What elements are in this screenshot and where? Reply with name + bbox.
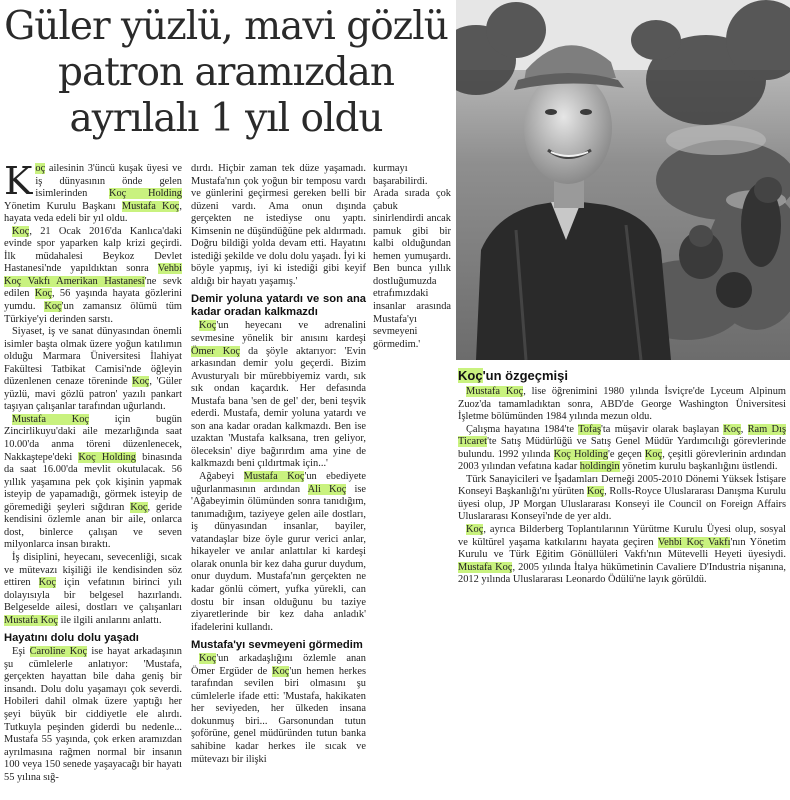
text-run: , ayrıca Bilderberg Toplantılarının Yürütme Kurulu Üyesi olup, sosyal ve kültürel yaşama katkılarını hayata geçiren (458, 524, 786, 548)
text-run: dırdı. Hiçbir zaman tek düze yaşamadı. Mustafa'nın çok yoğun bir temposu vardı ve günlerini geçirmesi gereken belli bir düzeni vardı. Ama onun dışında gerçekten ne istediyse onu yaptı. Kimsenin ne düşündüğüne pek aldırmadı. Doğru bildiği yolda devam etti. Hayatını istediği şekilde ve dolu dolu yaşadı. İyi ki böyle yapmış, iyi ki istediği gibi keyif aldığı bir hayatı yaşamış.' (191, 163, 366, 287)
text-run: Siyaset, iş ve sanat dünyasından önemli isimler başta olmak üzere yoğun katılımın olduğu Marmara Üniversitesi İlahiyat Fakültesi Tatbikat Camisi'nde öğleyin düzenlenen cenaze töreninde (4, 326, 182, 388)
highlighted-text: Koç (38, 577, 56, 589)
text-run: ise hayat arkadaşının şu cümlelerle anlatıyor: 'Mustafa, gerçekten hayattan bile daha geniş bir insandı. Dolu dolu yaşamayı çok severdi. Hobileri dahil olmak üzere yaptığı her şeyi büyük bir ciddiyetle ele alırdı. Tutkuyla peşinden giderdi bu nedenle... Mustafa 55 yaşında, çok erken aramızdan ayrılmasına rağmen normal bir insanın 100 veya 150 senede yaşayacağı bir hayatı 55 yılına sığ- (4, 646, 183, 783)
body-paragraph (4, 226, 182, 326)
highlighted-text: Mustafa Koç (458, 561, 513, 573)
highlighted-text: Koç (12, 225, 30, 237)
text-run: 'nın Yönetim Kurulu ve Türk Eğitim Gönüllüleri Vakfı'nın Mütevelli Heyeti üyesiydi. (458, 536, 786, 561)
highlighted-text: Koç Holding (78, 451, 136, 463)
highlighted-text: Tofaş (578, 423, 602, 435)
highlighted-text: Koç Holding (553, 448, 609, 460)
biography-paragraph (458, 474, 786, 524)
highlighted-text: Koç Holding (108, 188, 182, 200)
highlighted-text: Koç (644, 448, 663, 460)
text-run: Eşi (12, 646, 30, 658)
highlighted-text: holdingin (579, 461, 620, 473)
text-run: için bugün Zincirlikuyu'daki aile mezarlığında saat 10.00'da anma töreni düzenlenecek, Nakkaştepe'deki (4, 413, 182, 463)
highlighted-text: Koç (199, 320, 217, 332)
text-run: 'un arkadaşlığını özlemle anan Ömer Ergüder de (191, 653, 366, 677)
body-paragraph (191, 163, 366, 288)
headline-box (0, 0, 450, 155)
text-run: 'un hemen herkes tarafından sevilen biri olmasını şu cümlelerle ifade etti: 'Mustafa, hakikaten her seviyeden, her ülkeden insana dokunmuş biri... Garsonundan tutun şoförüne, genel müdüründen tutun banka sahibine kadar herkes ile sıcak ve mütevazı bir ilişki (191, 665, 366, 765)
intro-paragraph (4, 159, 182, 226)
highlighted-text: Koç (272, 665, 290, 677)
highlighted-text: Mustafa Koç (121, 200, 180, 212)
text-run: 'e geçen (608, 448, 645, 460)
text-run: 'ta müşavir olarak başlayan (601, 423, 724, 435)
highlighted-text: Mustafa Koç (4, 614, 58, 626)
text-run: , lise öğrenimini 1980 yılında İsviçre'de Lyceum Alpinum Zuoz'da tamamladıktan sonra, ABD'de George Washington Üniversitesi İşletme bölümünden 1984 yılında mezun oldu. (458, 386, 786, 423)
text-run: , (740, 423, 748, 435)
highlighted-text: oç (35, 163, 46, 174)
text-run: Yönetim Kurulu Başkanı (4, 200, 122, 212)
text-run: 'un heyecanı ve adrenalini sevmesine yönelik bir anısını kardeşi (191, 320, 366, 345)
text-run: kurmayı başarabilirdi. Arada sırada çok çabuk sinirlendirdi ancak pamuk gibi bir kalbi olduğundan hemen yumuşardı. Ben bunca yıllık dostluğumuzda etrafımızdaki insanlar arasında Mustafa'yı sevmeyeni görmedim.' (373, 163, 451, 350)
body-paragraph (4, 414, 182, 552)
highlighted-text: Vehbi Koç Vakfı Amerikan Hastanesi (4, 263, 182, 287)
highlighted-text: Koç (199, 653, 217, 665)
text-run: , 2005 yılında İtalya hükümetinin Cavaliere D'Industria nişanına, 2012 yılında Uluslararası Leonardo Ödülü'ne layık görüldü. (458, 561, 786, 586)
article-column-3 (373, 163, 451, 368)
highlighted-text: Vehbi Koç Vakfı (657, 536, 731, 548)
biography-paragraph (458, 524, 786, 587)
highlighted-text: Koç (132, 376, 150, 388)
highlighted-text: Koç (44, 301, 62, 313)
headline: Güler yüzlü, mavi gözlü patron aramızdan ayrılalı 1 yıl oldu (4, 4, 448, 141)
body-paragraph (191, 320, 366, 471)
text-run: 'te Satış Müdürlüğü ve Satış Genel Müdür Yardımcılığı görevlerinde bulundu. 1992 yılında (458, 436, 786, 460)
highlighted-text: Koç (723, 423, 741, 435)
text-run: Ağabeyi (199, 471, 244, 483)
subheading: Hayatını dolu dolu yaşadı (4, 632, 139, 645)
biography-heading-name: Koç (458, 368, 483, 383)
text-run: 'un zamansız ölümü tüm Türkiye'yi derinden sarstı. (4, 301, 182, 325)
text-run: , 21 Ocak 2016'da Kanlıca'daki evinde spor yaparken kalp krizi geçirdi. İlk müdahalesi Beykoz Devlet Hastanesi'nde yapıldıktan sonra (4, 225, 182, 275)
biography-box (458, 365, 786, 800)
body-paragraph (373, 163, 451, 351)
subheading: Demir yoluna yatardı ve son ana kadar oradan kalkmazdı (191, 293, 366, 319)
text-run: ailesinin 3'üncü kuşak üyesi ve iş dünyasının önde gelen isimlerinden (35, 163, 182, 200)
biography-paragraph (458, 386, 786, 424)
highlighted-text: Ali Koç (307, 483, 347, 495)
text-run: , 'Güler yüzlü, mavi gözlü patron' yazılı pankart taşıyan çalışanlar tarafından uğurlandı. (4, 376, 182, 413)
highlighted-text: Caroline Koç (29, 646, 88, 658)
biography-paragraph (458, 424, 786, 474)
text-run: Türk Sanayicileri ve İşadamları Derneği 2005-2010 Dönemi Yüksek İstişare Konseyi Başkanlığı'nı yürüten (458, 473, 786, 498)
highlighted-text: Koç (130, 501, 148, 513)
highlighted-text: Ram Dış Ticaret (458, 423, 786, 448)
highlighted-text: Ömer Koç (191, 345, 241, 357)
highlighted-text: Koç (586, 486, 605, 498)
biography-heading (458, 368, 786, 383)
text-run: , 56 yaşında hayata gözlerini yumdu. (4, 288, 182, 313)
text-run: Çalışma hayatına 1984'te (466, 423, 579, 435)
subheading: Mustafa'yı sevmeyeni görmedim (191, 639, 363, 652)
text-run: ise 'Ağabeyimin ölümünden sonra tanıdığım, tanımadığım, taziyeye gelen aile dostları, iş dünyasından insanlar, bayiler, vatandaşlar bize öyle gurur verici anlar, hikayeler ve anılar anlattılar ki kardeşi olarak onunla bir kez daha gurur duydum, onur duydum. Mustafa'nın gerçekten ne kadar gönlü cömert, yufka yürekli, can dostu bir insan olduğunu bu taziye ziyaretlerinde bir kez daha anladık' ifadelerini kullandı. (191, 483, 366, 633)
body-paragraph (4, 552, 182, 627)
text-run: , geride kendisini özlemle anan bir aile, onlarca dost, binlerce çalışan ve seven milyonlarca insan bıraktı. (4, 501, 182, 551)
text-run: İş disiplini, heyecanı, sevecenliği, sıcak ve mütevazı kişiliği ile kendisinden söz ettiren (4, 551, 182, 589)
text-run: yönetim kurulu başkanlığını üstlendi. (619, 461, 778, 473)
highlighted-text: Koç (466, 524, 484, 536)
text-run: için vefatının birinci yılı dolayısıyla bir belgesel hazırlandı. Belgeselde ailesi, dostları ve çalışanları (4, 577, 182, 614)
text-run: , Rolls-Royce Uluslararası Danışma Kurulu üyesi olup, JP Morgan Uluslararası Konseyi ile Council on Foreign Affairs Uluslararası Konseyi'nde de yer aldı. (458, 486, 786, 523)
highlighted-text: Mustafa Koç (466, 386, 524, 397)
drop-cap: K (4, 159, 33, 203)
text-run: , çeşitli görevlerinin ardından 2003 yılından vefatına kadar (458, 448, 787, 473)
body-paragraph (4, 646, 182, 784)
portrait-photo (456, 0, 790, 360)
text-run: binasında da saat 16.00'da mevlit okutulacak. 56 yıllık yaşamına pek çok kişinin yapmak isteyip de yapamadığı, görmek isteyip de göremediği şeyleri sığdıran (4, 451, 182, 513)
text-run: , hayata veda edeli bir yıl oldu. (4, 200, 182, 225)
text-run: 'ne sevk edilen (4, 275, 182, 300)
body-paragraph (4, 326, 182, 414)
text-run: ile ilgili anılarını anlattı. (57, 614, 162, 626)
highlighted-text: Mustafa Koç (243, 471, 305, 483)
text-run: da şöyle aktarıyor: 'Evin arkasından demir yolu geçerdi. Bizim Avusturyalı bir mürebbiyemiz vardı, sık sık ondan kaçardık. Her defasında Mustafa bana 'sen de gel' der, beni teşvik ederdi. Mustafa, demir yoluna yatardı ve son ana kadar oradan kalkmazdı. Ben ise uzaktan 'Mustafa kalksana, tren geliyor, öleceksin' diye bağırırdım ama yine de kalkmazdı beni çıldırtmak için...' (191, 345, 366, 470)
body-paragraph (191, 653, 366, 766)
highlighted-text: Mustafa Koç (12, 413, 90, 425)
text-run: 'un ebediyete uğurlanmasının ardından (191, 471, 366, 495)
highlighted-text: Koç (34, 288, 53, 300)
body-paragraph (191, 471, 366, 634)
article-column-1 (4, 159, 183, 800)
article-column-2 (191, 163, 366, 800)
biography-heading-rest: 'un özgeçmişi (482, 368, 569, 383)
